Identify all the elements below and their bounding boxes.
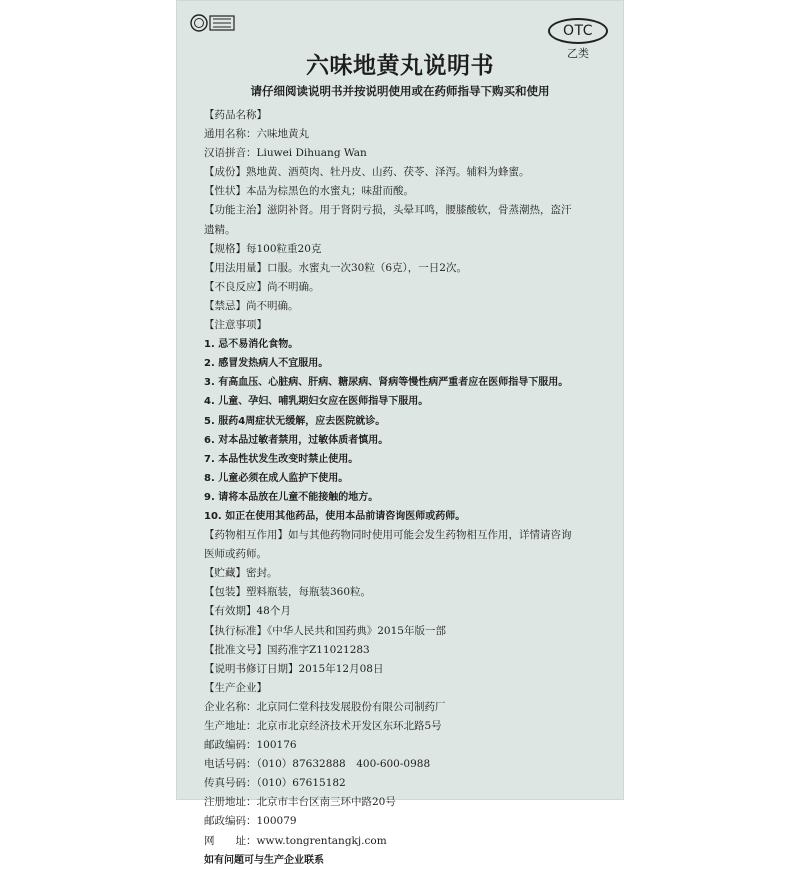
leaflet-line: 【生产企业】 [204, 681, 267, 694]
leaflet-line: 3. 有高血压、心脏病、肝病、糖尿病、肾病等慢性病严重者应在医师指导下服用。 [204, 377, 569, 389]
leaflet-line: 汉语拼音：Liuwei Dihuang Wan [204, 147, 367, 160]
leaflet-line: 邮政编码：100176 [204, 739, 297, 752]
page-subtitle: 请仔细阅读说明书并按说明使用或在药师指导下购买和使用 [250, 84, 550, 98]
otc-class-label: 乙类 [567, 47, 589, 60]
leaflet-line: 【性状】本品为棕黑色的水蜜丸；味甜而酸。 [204, 185, 414, 198]
leaflet-line: 遗精。 [204, 223, 236, 236]
leaflet-line: 生产地址：北京市北京经济技术开发区东环北路5号 [204, 720, 442, 732]
leaflet-line: 【规格】每100粒重20克 [204, 242, 322, 255]
leaflet-line: 8. 儿童必须在成人监护下使用。 [204, 472, 349, 484]
leaflet-line: 企业名称：北京同仁堂科技发展股份有限公司制药厂 [204, 700, 446, 713]
leaflet-line: 【注意事项】 [204, 319, 267, 332]
leaflet-line: 【禁忌】尚不明确。 [204, 299, 299, 312]
leaflet-line: 4. 儿童、孕妇、哺乳期妇女应在医师指导下服用。 [204, 396, 429, 408]
leaflet-line: 1. 忌不易消化食物。 [204, 339, 299, 351]
leaflet-line: 邮政编码：100079 [204, 815, 297, 828]
leaflet-line: 10. 如正在使用其他药品，使用本品前请咨询医师或药师。 [204, 510, 466, 522]
leaflet-line: 网 址：www.tongrentangkj.com [204, 834, 387, 847]
otc-label: OTC [548, 18, 608, 44]
leaflet-line: 通用名称：六味地黄丸 [204, 128, 309, 141]
leaflet-line: 【不良反应】尚不明确。 [204, 280, 320, 293]
leaflet-line: 9. 请将本品放在儿童不能接触的地方。 [204, 491, 379, 503]
leaflet-line: 【说明书修订日期】2015年12月08日 [204, 662, 384, 675]
leaflet-line: 注册地址：北京市丰台区南三环中路20号 [204, 796, 396, 809]
leaflet-line: 5. 服药4周症状无缓解，应去医院就诊。 [204, 415, 386, 427]
leaflet-line: 2. 感冒发热病人不宜服用。 [204, 358, 329, 370]
leaflet-line: 【功能主治】滋阴补肾。用于肾阴亏损，头晕耳鸣，腰膝酸软，骨蒸潮热，盗汗 [204, 204, 572, 217]
leaflet-line: 【用法用量】口服。水蜜丸一次30粒（6克），一日2次。 [204, 261, 467, 274]
leaflet-line: 如有问题可与生产企业联系 [204, 854, 324, 866]
page-title: 六味地黄丸说明书 [306, 53, 494, 79]
leaflet-line: 电话号码：（010）87632888 400-600-0988 [204, 758, 431, 771]
leaflet-line: 7. 本品性状发生改变时禁止使用。 [204, 453, 359, 465]
leaflet-line: 【执行标准】《中华人民共和国药典》2015年版一部 [204, 624, 446, 637]
brand-logo-icon [190, 13, 236, 33]
leaflet-line: 传真号码：（010）67615182 [204, 777, 346, 790]
leaflet-line: 【成份】熟地黄、酒萸肉、牡丹皮、山药、茯苓、泽泻。辅料为蜂蜜。 [204, 166, 530, 179]
leaflet-line: 【药品名称】 [204, 109, 267, 121]
leaflet-line: 【有效期】48个月 [204, 605, 291, 618]
leaflet-line: 【包装】塑料瓶装，每瓶装360粒。 [204, 586, 372, 599]
leaflet-line: 6. 对本品过敏者禁用，过敏体质者慎用。 [204, 434, 389, 446]
leaflet-line: 【药物相互作用】如与其他药物同时使用可能会发生药物相互作用，详情请咨询 [204, 529, 572, 542]
leaflet-line: 【贮藏】密封。 [204, 567, 278, 580]
leaflet-body [204, 106, 616, 870]
leaflet-line: 【批准文号】国药准字Z11021283 [204, 643, 370, 656]
leaflet-line: 医师或药师。 [204, 548, 267, 561]
